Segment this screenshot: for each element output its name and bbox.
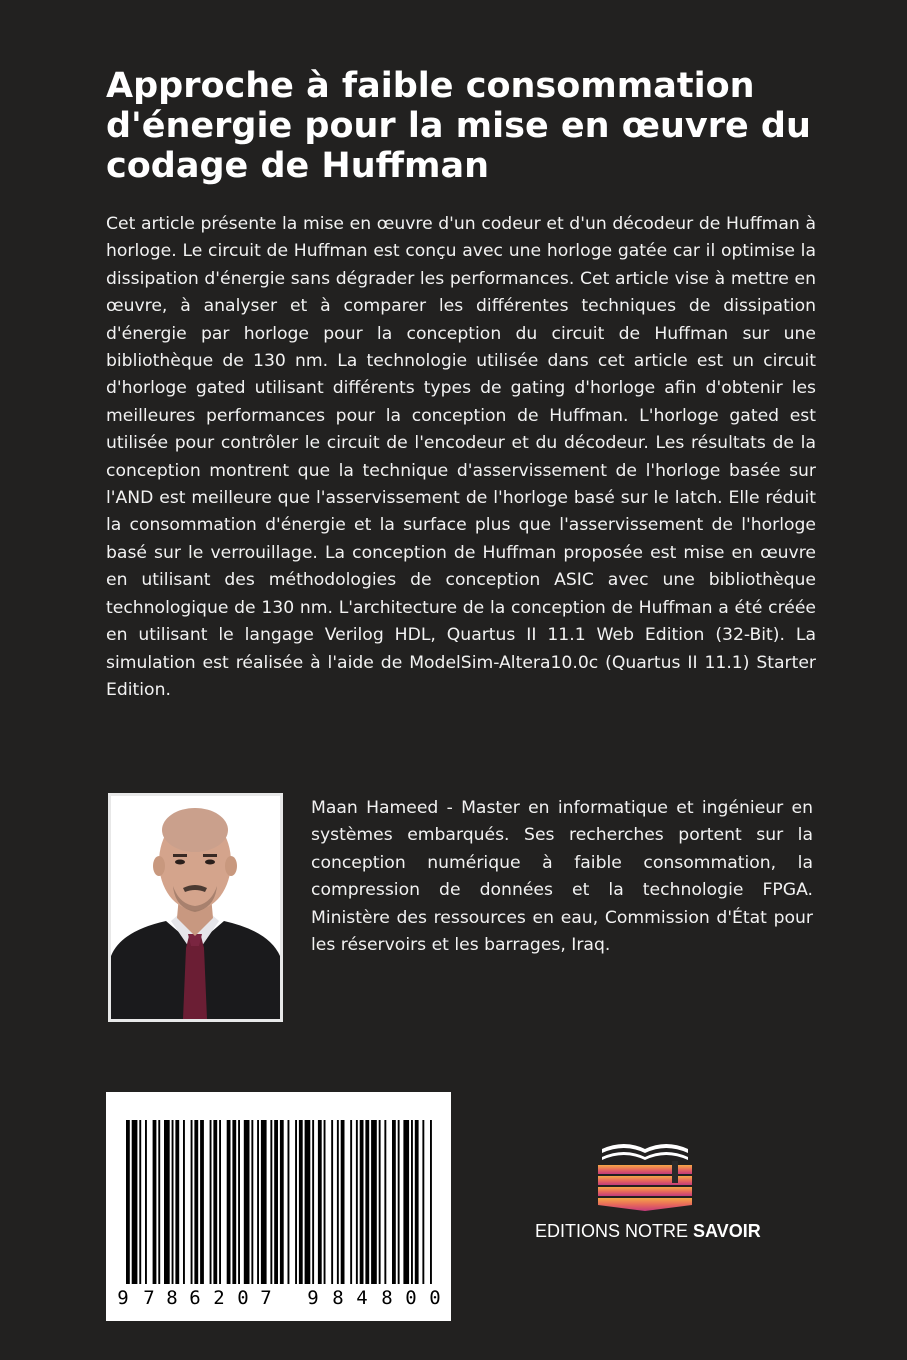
publisher-name-prefix: EDITIONS NOTRE <box>535 1221 694 1241</box>
barcode-bar <box>337 1120 339 1298</box>
barcode-bar <box>132 1120 138 1298</box>
barcode-digit: 4 <box>356 1287 368 1309</box>
barcode-bar <box>422 1120 424 1298</box>
barcode-digit: 2 <box>213 1287 225 1309</box>
barcode-bars <box>106 1092 451 1321</box>
barcode-bar <box>324 1120 326 1298</box>
barcode-bar <box>430 1120 432 1298</box>
barcode-digit: 0 <box>405 1287 417 1309</box>
barcode-digit: 9 <box>307 1287 319 1309</box>
barcode-digit: 8 <box>381 1287 393 1309</box>
barcode-bar <box>299 1120 303 1298</box>
barcode-bar <box>164 1120 170 1298</box>
barcode-bar <box>145 1120 147 1298</box>
barcode-bar <box>238 1120 240 1298</box>
barcode-bar <box>356 1120 358 1298</box>
barcode-bar <box>261 1120 267 1298</box>
barcode-bar <box>251 1120 253 1298</box>
barcode-bar <box>172 1120 174 1298</box>
author-biography: Maan Hameed - Master en informatique et ingénieur en systèmes embarqués. Ses recherches portent sur la conception numérique à faible consommation, la compression de données et la technologie FPGA. Ministère des ressources en eau, Commission d'État pour les réservoirs et les barrages, Iraq. <box>311 798 813 956</box>
barcode-bar <box>158 1120 160 1298</box>
barcode-digit: 8 <box>332 1287 344 1309</box>
barcode-bar <box>379 1120 381 1298</box>
barcode-bar <box>257 1120 259 1298</box>
barcode-digit: 7 <box>260 1287 272 1309</box>
publisher-name-emphasis: SAVOIR <box>693 1221 761 1241</box>
barcode-bar <box>232 1120 236 1298</box>
barcode-bar <box>305 1120 311 1298</box>
barcode-bar <box>295 1120 297 1298</box>
author-photo <box>108 793 283 1022</box>
barcode-bar <box>280 1120 284 1298</box>
barcode-digit: 0 <box>237 1287 249 1309</box>
barcode-digit: 0 <box>429 1287 441 1309</box>
barcode-bar <box>392 1120 396 1298</box>
isbn-barcode <box>106 1092 451 1321</box>
barcode-bar <box>371 1120 377 1298</box>
barcode-bar <box>244 1120 250 1298</box>
barcode-bar <box>318 1120 322 1298</box>
barcode-bar <box>411 1120 413 1298</box>
barcode-bar <box>194 1120 198 1298</box>
barcode-digit: 8 <box>166 1287 178 1309</box>
barcode-bar <box>210 1120 212 1298</box>
author-portrait-image <box>111 796 280 1019</box>
barcode-bar <box>312 1120 314 1298</box>
barcode-bar <box>365 1120 369 1298</box>
barcode-bar <box>288 1120 290 1298</box>
barcode-bar <box>415 1120 419 1298</box>
barcode-bar <box>126 1120 130 1298</box>
barcode-bar <box>175 1120 179 1298</box>
barcode-bar <box>139 1120 141 1298</box>
barcode-bar <box>219 1120 221 1298</box>
barcode-bar <box>403 1120 409 1298</box>
barcode-bar <box>227 1120 231 1298</box>
barcode-bar <box>350 1120 352 1298</box>
barcode-bar <box>331 1120 333 1298</box>
barcode-digit: 6 <box>189 1287 201 1309</box>
barcode-digit: 7 <box>143 1287 155 1309</box>
publisher-logo <box>590 1135 700 1215</box>
book-summary: Cet article présente la mise en œuvre d'un codeur et d'un décodeur de Huffman à horloge. Le circuit de Huffman est conçu avec une horloge gatée car il optimise la dissipation d'énergie sans dégrader les performances. Cet article vise à mettre en œuvre, à analyser et à comparer les différentes techniques de dissipation d'énergie par horloge pour la conception du circuit de Huffman sur une bibliothèque de 130 nm. La technologie utilisée dans cet article est un circuit d'horloge gated utilisant différents types de gating d'horloge afin d'obtenir les meilleures performances pour la conception de Huffman. L'horloge gated est utilisée pour contrôler le circuit de l'encodeur et du décodeur. Les résultats de la conception montrent que la technique d'asservissement de l'horloge basée sur l'AND est meilleure que l'asservissement de l'horloge basé sur le latch. Elle réduit la consommation d'énergie et la surface plus que l'asservissement de l'horloge basé sur le verrouillage. La conception de Huffman proposée est mise en œuvre en utilisant des méthodologies de conception ASIC avec une bibliothèque technologique de 130 nm. L'architecture de la conception de Huffman a été créée en utilisant le langage Verilog HDL, Quartus II 11.1 Web Edition (32-Bit). La simulation est réalisée à l'aide de ModelSim-Altera10.0c (Quartus II 11.1) Starter Edition. <box>106 214 816 700</box>
barcode-bar <box>183 1120 185 1298</box>
barcode-digit: 9 <box>117 1287 129 1309</box>
barcode-bar <box>200 1120 204 1298</box>
publisher-name <box>535 1221 761 1242</box>
barcode-bar <box>153 1120 157 1298</box>
open-book-icon <box>590 1135 700 1215</box>
barcode-bar <box>270 1120 272 1298</box>
barcode-bar <box>213 1120 217 1298</box>
barcode-bar <box>398 1120 400 1298</box>
barcode-bar <box>384 1120 386 1298</box>
barcode-bar <box>274 1120 278 1298</box>
book-title: Approche à faible consommation d'énergie pour la mise en œuvre du codage de Huffman <box>106 66 811 186</box>
barcode-bar <box>360 1120 364 1298</box>
barcode-bar <box>341 1120 345 1298</box>
barcode-bar <box>191 1120 193 1298</box>
